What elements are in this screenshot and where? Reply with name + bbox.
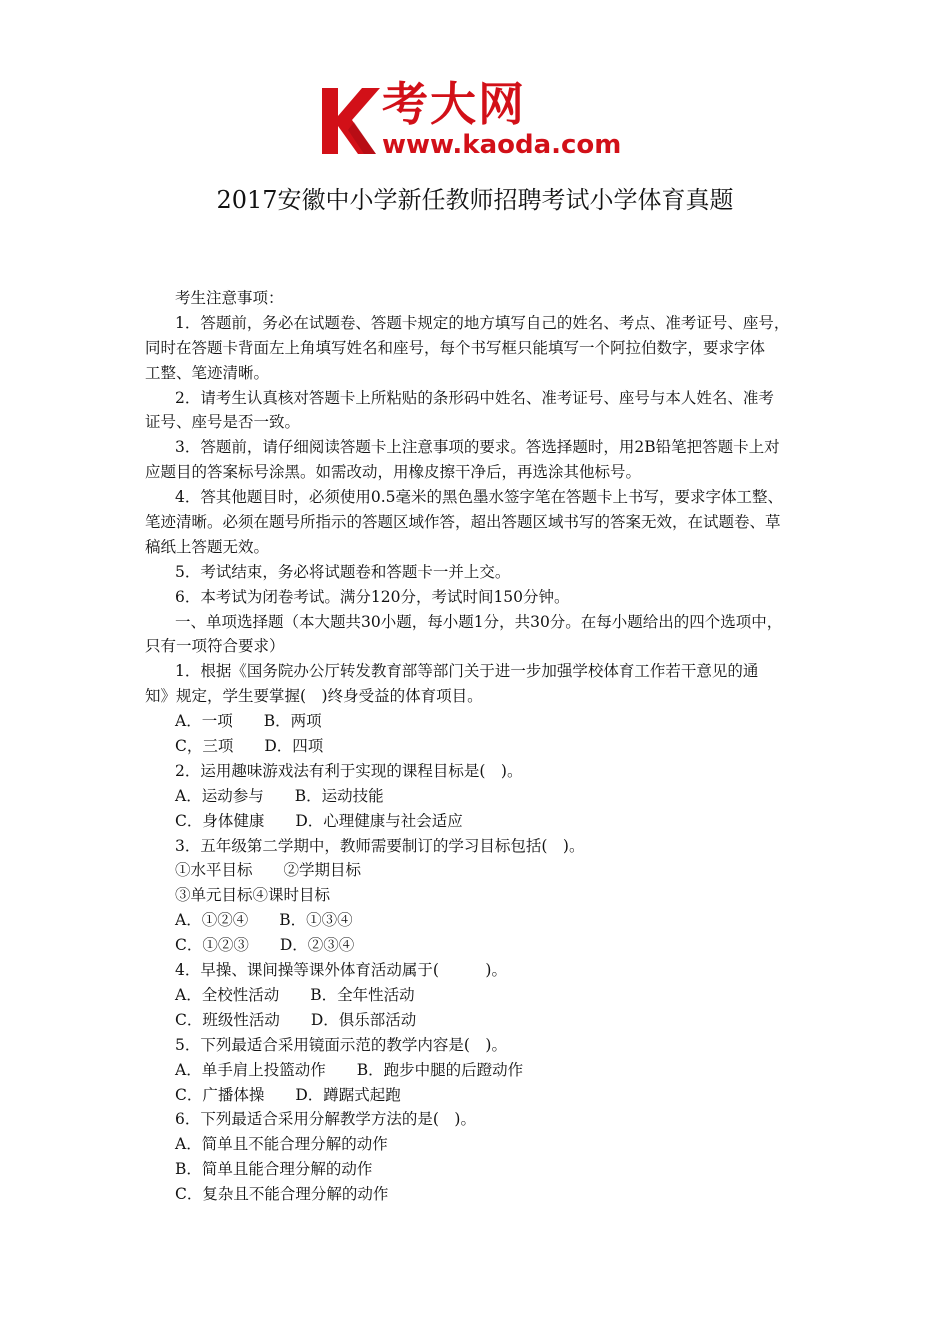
text-line: 应题目的答案标号涂黑。如需改动，用橡皮擦干净后，再选涂其他标号。 [145, 463, 642, 482]
text-line: 2．请考生认真核对答题卡上所粘贴的条形码中姓名、准考证号、座号与本人姓名、准考 [175, 388, 774, 407]
text-line: 考生注意事项： [175, 289, 284, 307]
text-line: C．身体健康 D．心理健康与社会适应 [175, 811, 463, 830]
text-line: ①水平目标 ②学期目标 [175, 861, 362, 880]
text-line: C．复杂且不能合理分解的动作 [175, 1185, 389, 1204]
text-line: 一、单项选择题（本大题共30小题，每小题1分，共30分。在每小题给出的四个选项中， [175, 612, 783, 631]
text-line: 同时在答题卡背面左上角填写姓名和座号，每个书写框只能填写一个阿拉伯数字，要求字体 [145, 338, 766, 357]
document-title: 2017安徽中小学新任教师招聘考试小学体育真题 [216, 186, 734, 214]
text-line: A．一项 B．两项 [175, 712, 322, 731]
text-line: A．运动参与 B．运动技能 [175, 786, 384, 805]
text-line: 1．答题前，务必在试题卷、答题卡规定的地方填写自己的姓名、考点、准考证号、座号， [175, 313, 790, 332]
text-line: 2．运用趣味游戏法有利于实现的课程目标是( )。 [175, 761, 523, 780]
text-line: 工整、笔迹清晰。 [145, 363, 270, 382]
text-line: A．简单且不能合理分解的动作 [175, 1135, 388, 1154]
text-line: 5．下列最适合采用镜面示范的教学内容是( )。 [175, 1035, 507, 1054]
text-line: A．①②④ B．①③④ [175, 911, 353, 930]
text-line: A．全校性活动 B．全年性活动 [175, 985, 415, 1004]
text-line: 6．本考试为闭卷考试。满分120分，考试时间150分钟。 [175, 587, 570, 606]
text-line: 3．答题前，请仔细阅读答题卡上注意事项的要求。答选择题时，用2B铅笔把答题卡上对 [175, 438, 780, 457]
kaoda-logo [318, 77, 638, 160]
text-line: B．简单且能合理分解的动作 [175, 1160, 373, 1179]
text-line: 4．答其他题目时，必须使用0.5毫米的黑色墨水签字笔在答题卡上书写，要求字体工整、 [175, 488, 784, 507]
text-line: 6．下列最适合采用分解教学方法的是( )。 [175, 1110, 476, 1129]
text-line: ③单元目标④课时目标 [175, 886, 331, 905]
logo-chinese-text: 考大网 [382, 77, 526, 131]
text-line: C．班级性活动 D．俱乐部活动 [175, 1010, 417, 1029]
text-line: 4．早操、课间操等课外体育活动属于( )。 [175, 961, 507, 980]
text-line: A．单手肩上投篮动作 B．跑步中腿的后蹬动作 [175, 1060, 524, 1079]
text-line: 证号、座号是否一致。 [145, 413, 301, 432]
text-line: 稿纸上答题无效。 [145, 537, 270, 556]
text-line: 知》规定，学生要掌握( )终身受益的体育项目。 [145, 687, 483, 706]
text-line: 5．考试结束，务必将试题卷和答题卡一并上交。 [175, 562, 511, 581]
exam-body [145, 286, 810, 1207]
text-line: C．广播体操 D．蹲踞式起跑 [175, 1085, 401, 1104]
text-line: 1．根据《国务院办公厅转发教育部等部门关于进一步加强学校体育工作若干意见的通 [175, 662, 759, 681]
text-line: C．①②③ D．②③④ [175, 936, 355, 955]
text-line: 笔迹清晰。必须在题号所指示的答题区域作答，超出答题区域书写的答案无效，在试题卷、草 [145, 513, 781, 532]
text-line: 3．五年级第二学期中，教师需要制订的学习目标包括( )。 [175, 836, 585, 855]
text-line: 只有一项符合要求） [145, 637, 285, 656]
k-logo-icon [318, 82, 382, 156]
text-line: C，三项 D．四项 [175, 737, 324, 756]
logo-url-text: www.kaoda.com [382, 130, 622, 160]
